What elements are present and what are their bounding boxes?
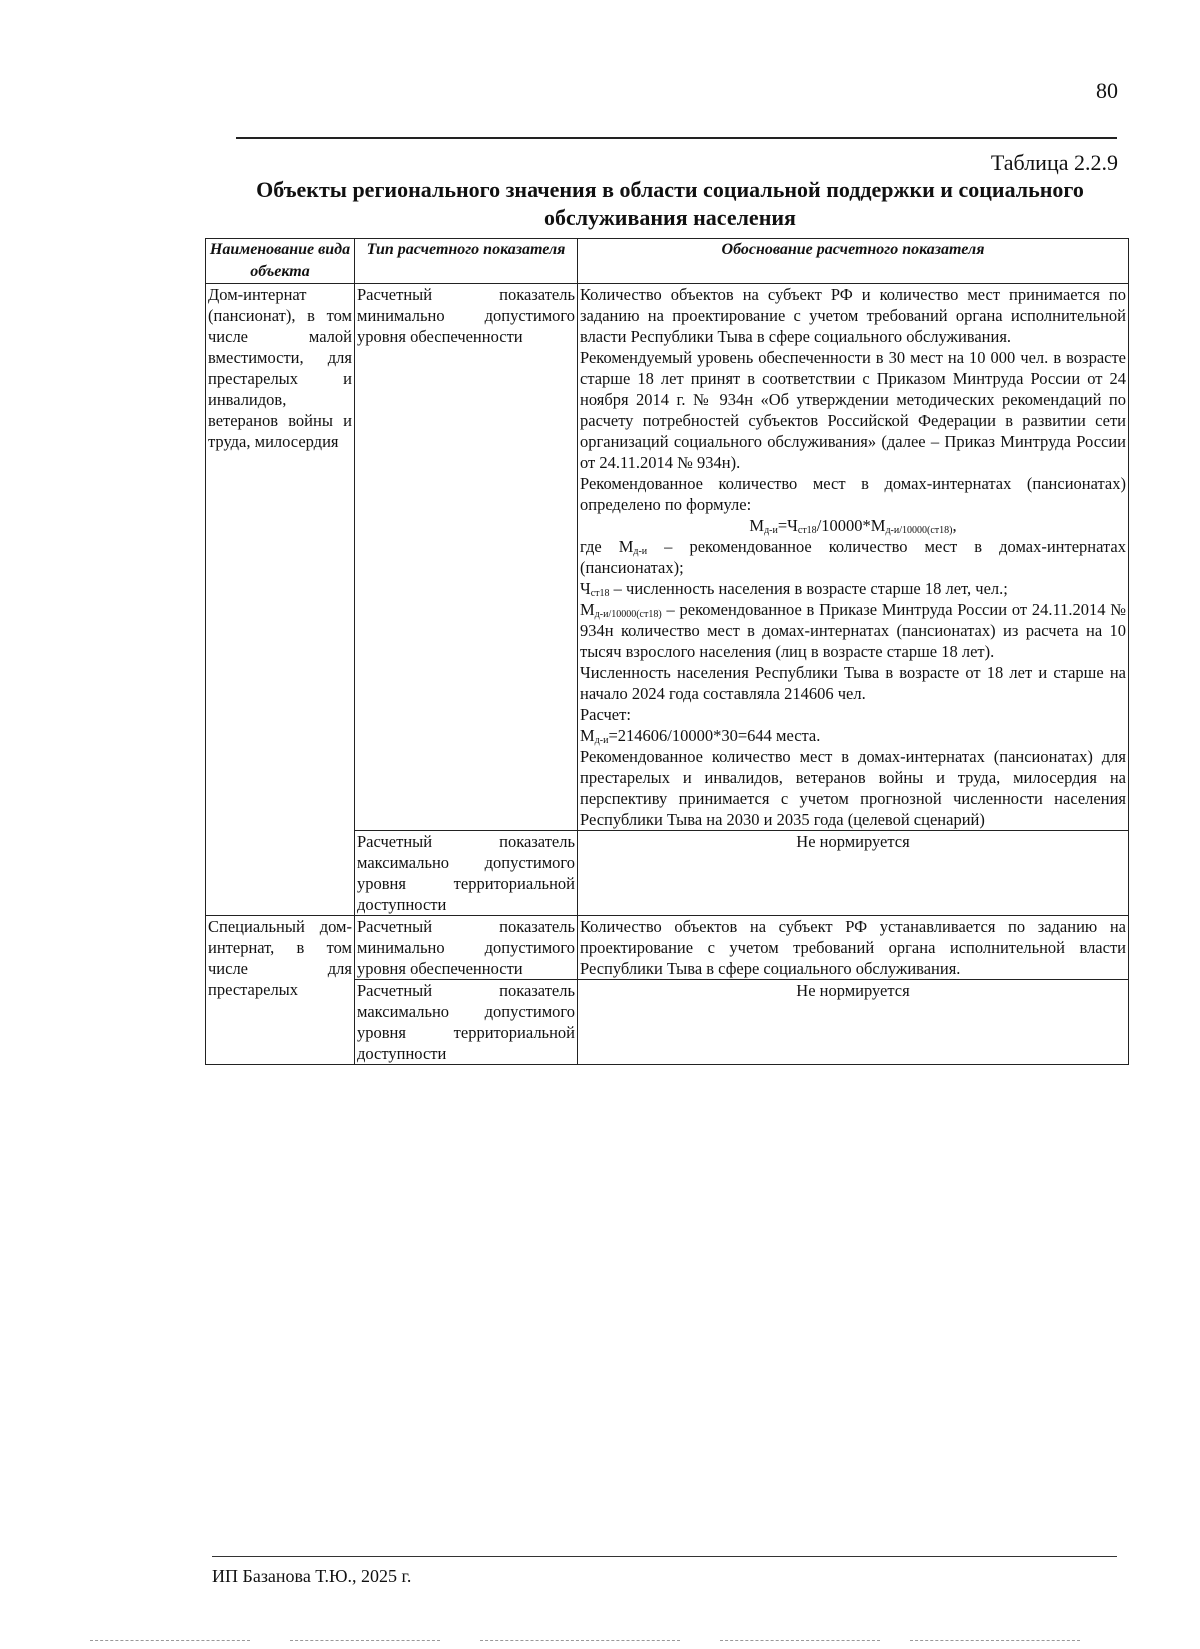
header-indicator-type: Тип расчетного показателя: [355, 239, 578, 284]
formula: $М_{д-и}=Ч_{ст18}/10000*М_{д-и/10000(ст18)}$,: [749, 516, 957, 536]
table-label: Таблица 2.2.9: [990, 150, 1118, 175]
justification-paragraph: Рекомендуемый уровень обеспеченности в 30 мест на 10 000 чел. в возрасте старше 18 лет принят в соответствии с Приказом Минтруда России от 24 ноября 2014 г. № 934н «Об утверждении методических рекомендаций по расчету потребностей субъектов Российской Федерации в развитии сети организаций социального обслуживания» (далее – Приказ Минтруда России от 24.11.2014 № 934н).: [580, 348, 1126, 472]
formula-definition: $М_{д-и/10000(ст18)}$ – рекомендованное в Приказе Минтруда России от 24.11.2014 № 934н количество мест в домах-интернатах (пансионатах) из расчета на 10 тысяч взрослого населения (лиц в возрасте старше 18 лет).: [580, 600, 1126, 661]
formula-definition: где $М_{д-и}$ – рекомендованное количество мест в домах-интернатах (пансионатах);: [580, 537, 1126, 577]
scan-artifact-line: [720, 1640, 880, 1641]
footer-author: ИП Базанова Т.Ю., 2025 г.: [212, 1566, 412, 1586]
table-row: [206, 916, 1129, 980]
justification-paragraph: Рекомендованное количество мест в домах-интернатах (пансионатах) определено по формуле:: [580, 474, 1126, 514]
header-justification: Обоснование расчетного показателя: [578, 239, 1129, 284]
justification-paragraph: Численность населения Республики Тыва в возрасте от 18 лет и старше на начало 2024 года составляла 214606 чел.: [580, 663, 1126, 703]
justification-cell: Не нормируется: [578, 980, 1129, 1065]
object-name-cell: Специальный дом-интернат, в том числе для престарелых: [206, 916, 355, 1065]
table-title-line-2: обслуживания населения: [544, 205, 796, 230]
scan-artifact-line: [90, 1640, 250, 1641]
calculation: $М_{д-и}=214606/10000*30=644$ места.: [580, 726, 821, 746]
justification-paragraph: Количество объектов на субъект РФ и количество мест принимается по заданию на проектирование с учетом требований органа исполнительной власти Республики Тыва в сфере социального обслуживания.: [580, 285, 1126, 346]
object-name-cell: Дом-интернат (пансионат), в том числе малой вместимости, для престарелых и инвалидов, ветеранов войны и труда, милосердия: [206, 284, 355, 916]
table-title: [200, 176, 1140, 232]
footer-divider: [212, 1556, 1117, 1557]
scan-artifact-line: [290, 1640, 440, 1641]
indicator-type-cell: Расчетный показатель минимально допустимого уровня обеспеченности: [355, 284, 578, 831]
formula-definition: $Ч_{ст18}$ – численность населения в возрасте старше 18 лет, чел.;: [580, 579, 1008, 599]
social-objects-table: [205, 238, 1129, 1065]
page-number: 80: [1096, 78, 1118, 103]
indicator-type-cell: Расчетный показатель минимально допустимого уровня обеспеченности: [355, 916, 578, 980]
header-divider: [236, 137, 1117, 139]
scan-artifact-line: [910, 1640, 1080, 1641]
indicator-type-cell: Расчетный показатель максимально допустимого уровня территориальной доступности: [355, 831, 578, 916]
table-row: [206, 284, 1129, 831]
justification-paragraph: Рекомендованное количество мест в домах-интернатах (пансионатах) для престарелых и инвалидов, ветеранов войны и труда, милосердия на перспективу принимается с учетом прогнозной численности населения Республики Тыва на 2030 и 2035 года (целевой сценарий): [580, 747, 1126, 829]
scan-artifact-line: [480, 1640, 680, 1641]
justification-cell: Количество объектов на субъект РФ устанавливается по заданию на проектирование с учетом требований органа исполнительной власти Республики Тыва в сфере социального обслуживания.: [578, 916, 1129, 980]
table-title-line-1: Объекты регионального значения в области социальной поддержки и социального: [256, 177, 1084, 202]
indicator-type-cell: Расчетный показатель максимально допустимого уровня территориальной доступности: [355, 980, 578, 1065]
justification-cell: Не нормируется: [578, 831, 1129, 916]
justification-cell: [578, 284, 1129, 831]
table-header-row: [206, 239, 1129, 284]
header-object-name: Наименование вида объекта: [206, 239, 355, 284]
justification-paragraph: Расчет:: [580, 705, 631, 724]
